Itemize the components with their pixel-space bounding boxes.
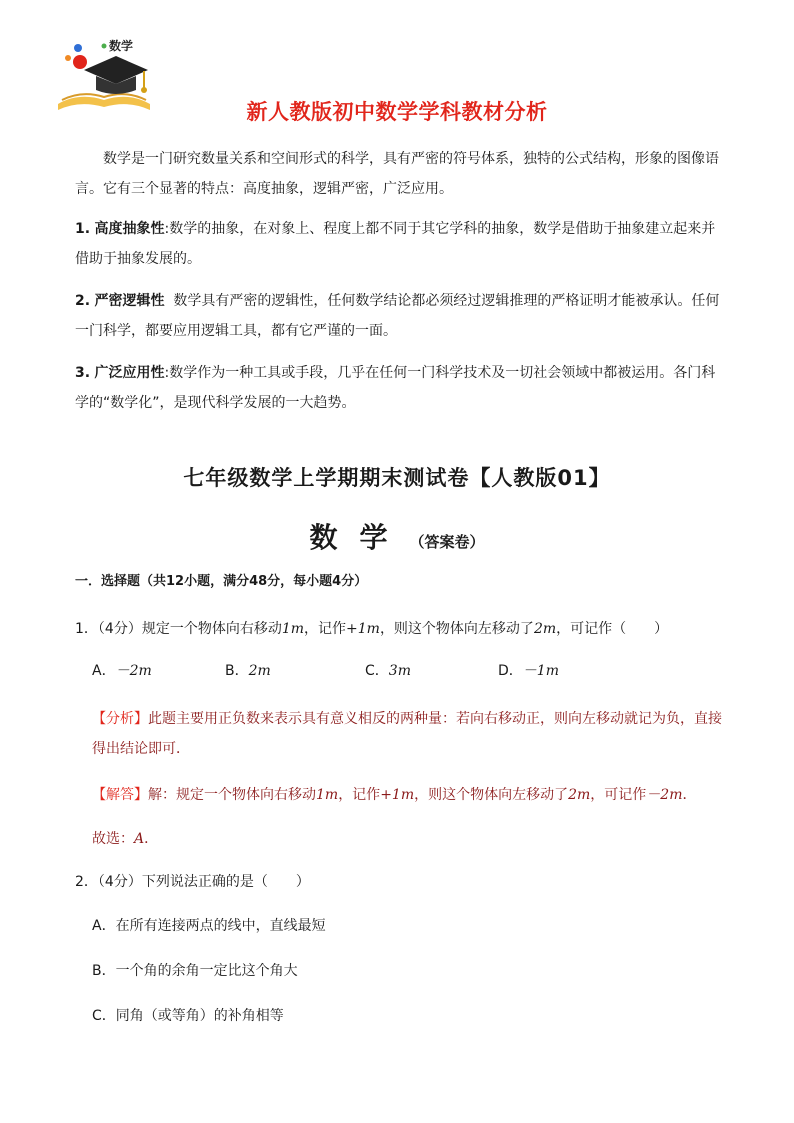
feature-number: 1. — [75, 221, 91, 237]
option-b[interactable] — [225, 660, 271, 680]
option-value: 2m — [248, 663, 271, 679]
subject-title: 数学 — [309, 521, 410, 554]
option-value: 3m — [388, 663, 411, 679]
choice-line — [92, 825, 726, 853]
math-value: 2m — [533, 621, 557, 637]
math-value: 1m — [281, 621, 305, 637]
option-label: A． — [92, 663, 116, 679]
feature-item — [75, 214, 725, 274]
option-value: －1m — [522, 663, 559, 679]
question-2-stem: 2．（4分）下列说法正确的是（ ） — [75, 874, 310, 890]
choice-suffix: ． — [144, 831, 159, 847]
header-title: 新人教版初中数学学科教材分析 — [246, 100, 548, 124]
section-heading: 一．选择题（共12小题，满分48分，每小题4分） — [75, 574, 368, 589]
option-c[interactable] — [365, 660, 411, 680]
stem-text: ，则这个物体向左移动了 — [379, 621, 534, 637]
stem-text: ，可记作（ ） — [556, 621, 669, 637]
answer-text: ． — [682, 787, 697, 803]
feature-text: 数学作为一种工具或手段，几乎在任何一门科学技术及一切社会领域中都被运用。各门科学的“数学化”，是现代科学发展的一大趋势。 — [75, 365, 716, 411]
math-value: －2m — [646, 787, 683, 803]
feature-separator: : — [164, 221, 170, 237]
math-value: 2m — [568, 787, 591, 803]
feature-text: 数学的抽象，在对象上、程度上都不同于其它学科的抽象，数学是借助于抽象建立起来并借助于抽象发展的。 — [75, 221, 716, 267]
answer-block — [92, 781, 726, 809]
analysis-block — [92, 704, 726, 764]
option-label: B． — [225, 663, 249, 679]
subject-line — [0, 516, 794, 556]
feature-number: 3. — [75, 365, 91, 381]
feature-number: 2. — [75, 293, 91, 309]
stem-text: 1．（4分）规定一个物体向右移动 — [75, 621, 282, 637]
math-value: +1m — [346, 621, 380, 637]
option-label: D． — [498, 663, 523, 679]
question-1-stem — [75, 615, 725, 643]
option-d[interactable] — [498, 660, 559, 680]
feature-text: 数学具有严密的逻辑性，任何数学结论都必须经过逻辑推理的严格证明才能被承认。任何一门科学，都要应用逻辑工具，都有它严谨的一面。 — [75, 293, 720, 339]
choice-value: A — [134, 831, 145, 847]
feature-separator: : — [164, 365, 170, 381]
feature-item — [75, 286, 725, 346]
math-value: +1m — [380, 787, 415, 803]
analysis-tag: 【分析】 — [92, 711, 148, 727]
option-label: C． — [365, 663, 389, 679]
analysis-text: 此题主要用正负数来表示具有意义相反的两种量：若向右移动正，则向左移动就记为负，直接得出结论即可． — [92, 711, 722, 757]
math-value: 1m — [316, 787, 339, 803]
answer-text: ，记作 — [338, 787, 381, 803]
answer-tag: 【解答】 — [92, 787, 148, 803]
answer-tag: （答案卷） — [409, 533, 485, 551]
feature-item — [75, 358, 725, 418]
feature-name: 高度抽象性 — [94, 221, 165, 237]
q2-option-b[interactable]: B．一个角的余角一定比这个角大 — [92, 963, 298, 979]
choice-prefix: 故选： — [92, 831, 134, 847]
answer-text: ，可记作 — [590, 787, 647, 803]
intro-paragraph: 数学是一门研究数量关系和空间形式的科学，具有严密的符号体系，独特的公式结构，形象的图像语言。它有三个显著的特点：高度抽象，逻辑严密，广泛应用。 — [75, 151, 719, 197]
answer-text: ，则这个物体向左移动了 — [414, 787, 569, 803]
feature-name: 严密逻辑性 — [94, 293, 165, 309]
feature-name: 广泛应用性 — [94, 365, 165, 381]
option-value: －2m — [115, 663, 152, 679]
q2-option-c[interactable]: C．同角（或等角）的补角相等 — [92, 1008, 284, 1024]
answer-text: 解：规定一个物体向右移动 — [148, 787, 316, 803]
logo-label: 数学 — [109, 39, 134, 53]
q2-option-a[interactable]: A．在所有连接两点的线中，直线最短 — [92, 918, 326, 934]
option-a[interactable] — [92, 660, 152, 680]
exam-title: 七年级数学上学期期末测试卷【人教版01】 — [183, 466, 611, 490]
stem-text: ，记作 — [304, 621, 347, 637]
